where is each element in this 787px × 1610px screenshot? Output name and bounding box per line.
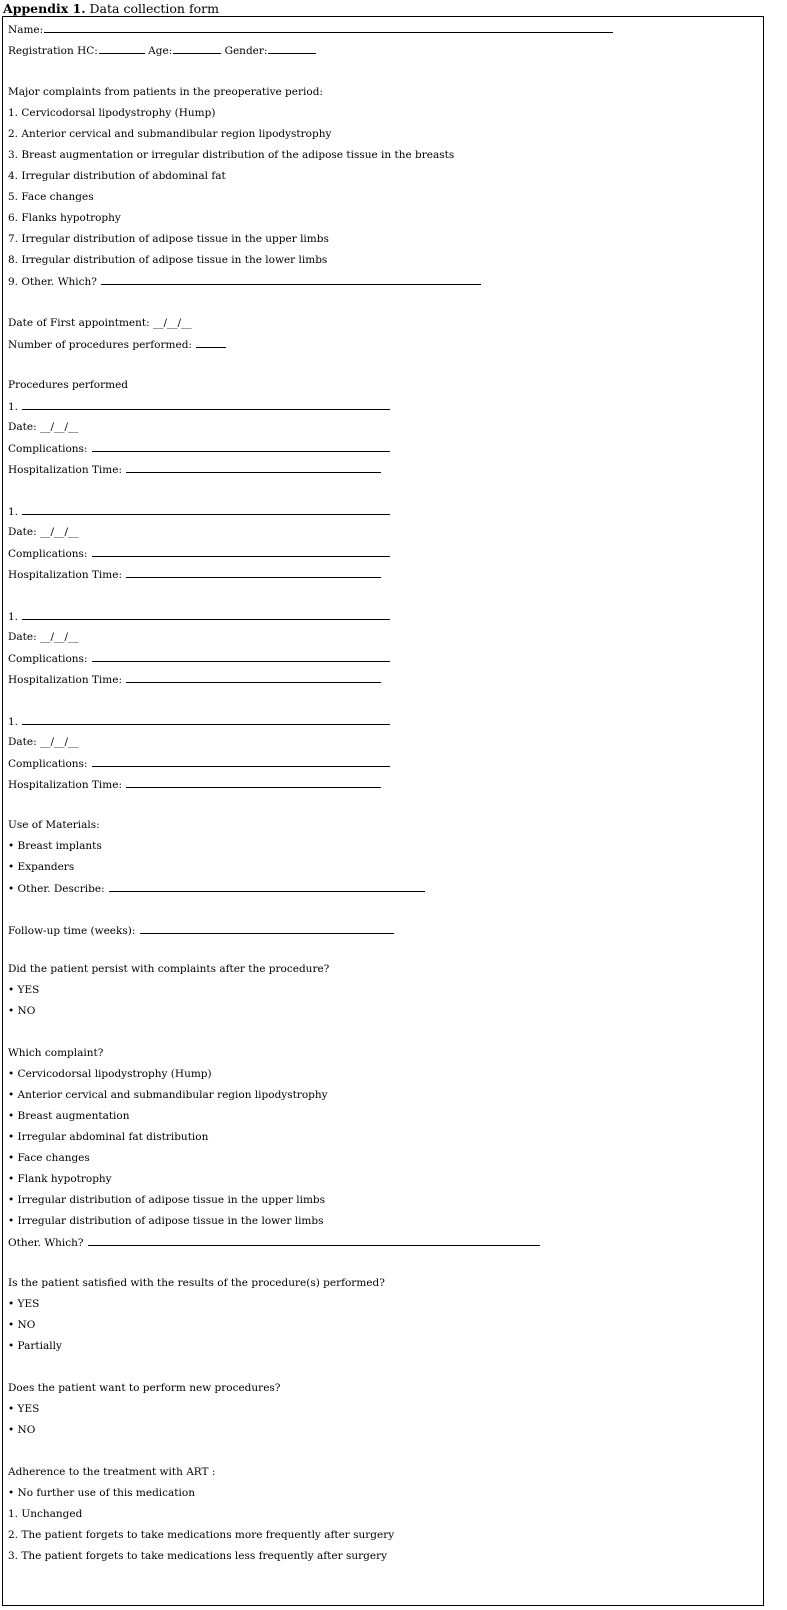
which-complaint-question: Which complaint?	[8, 1047, 104, 1059]
major-complaints-heading: Major complaints from patients in the preoperative period:	[8, 86, 323, 98]
procedure-2-complications[interactable]: Complications:	[8, 546, 390, 561]
art-adherence-heading: Adherence to the treatment with ART :	[8, 1466, 216, 1478]
procedure-4-hospitalization[interactable]: Hospitalization Time:	[8, 777, 381, 792]
procedure-1-hospitalization[interactable]: Hospitalization Time:	[8, 462, 381, 477]
major-complaint-7: 7. Irregular distribution of adipose tissue in the upper limbs	[8, 233, 329, 245]
major-complaint-3: 3. Breast augmentation or irregular distribution of the adipose tissue in the breasts	[8, 149, 455, 161]
appendix-label: Appendix 1.	[3, 1, 86, 16]
material-other[interactable]: • Other. Describe:	[8, 881, 425, 896]
persist-question: Did the patient persist with complaints after the procedure?	[8, 963, 330, 975]
form-title: Data collection form	[85, 1, 219, 16]
major-complaint-1: 1. Cervicodorsal lipodystrophy (Hump)	[8, 107, 216, 119]
new-procedures-no[interactable]: • NO	[8, 1424, 36, 1436]
which-complaint-5[interactable]: • Face changes	[8, 1152, 90, 1164]
procedure-3-hospitalization[interactable]: Hospitalization Time:	[8, 672, 381, 687]
which-complaint-1[interactable]: • Cervicodorsal lipodystrophy (Hump)	[8, 1068, 212, 1080]
major-complaint-8: 8. Irregular distribution of adipose tissue in the lower limbs	[8, 254, 328, 266]
follow-up-time[interactable]: Follow-up time (weeks):	[8, 923, 394, 938]
procedure-4-name[interactable]: 1.	[8, 714, 390, 729]
procedure-3-date[interactable]: Date: __/__/__	[8, 631, 79, 643]
material-breast-implants[interactable]: • Breast implants	[8, 840, 102, 852]
satisfied-yes[interactable]: • YES	[8, 1298, 40, 1310]
procedures-heading: Procedures performed	[8, 379, 129, 391]
major-complaint-5: 5. Face changes	[8, 191, 94, 203]
procedure-4-date[interactable]: Date: __/__/__	[8, 736, 79, 748]
which-complaint-4[interactable]: • Irregular abdominal fat distribution	[8, 1131, 209, 1143]
art-option-1[interactable]: 1. Unchanged	[8, 1508, 83, 1520]
procedure-2-date[interactable]: Date: __/__/__	[8, 526, 79, 538]
procedure-1-date[interactable]: Date: __/__/__	[8, 421, 79, 433]
procedure-4-complications[interactable]: Complications:	[8, 756, 390, 771]
procedure-2-name[interactable]: 1.	[8, 504, 390, 519]
which-complaint-other[interactable]: Other. Which?	[8, 1235, 540, 1250]
which-complaint-7[interactable]: • Irregular distribution of adipose tissue in the upper limbs	[8, 1194, 326, 1206]
appendix-title	[3, 1, 219, 16]
new-procedures-yes[interactable]: • YES	[8, 1403, 40, 1415]
which-complaint-2[interactable]: • Anterior cervical and submandibular region lipodystrophy	[8, 1089, 328, 1101]
which-complaint-3[interactable]: • Breast augmentation	[8, 1110, 130, 1122]
new-procedures-question: Does the patient want to perform new procedures?	[8, 1382, 281, 1394]
major-complaint-4: 4. Irregular distribution of abdominal fat	[8, 170, 226, 182]
registration-row[interactable]: Registration HC: Age: Gender:	[8, 43, 316, 58]
which-complaint-8[interactable]: • Irregular distribution of adipose tissue in the lower limbs	[8, 1215, 324, 1227]
major-complaint-6: 6. Flanks hypotrophy	[8, 212, 121, 224]
art-option-no-further-use[interactable]: • No further use of this medication	[8, 1487, 195, 1499]
procedure-1-name[interactable]: 1.	[8, 399, 390, 414]
material-expanders[interactable]: • Expanders	[8, 861, 75, 873]
number-of-procedures[interactable]: Number of procedures performed:	[8, 337, 226, 352]
satisfied-question: Is the patient satisfied with the results of the procedure(s) performed?	[8, 1277, 385, 1289]
persist-no[interactable]: • NO	[8, 1005, 36, 1017]
satisfied-no[interactable]: • NO	[8, 1319, 36, 1331]
name-field[interactable]: Name:	[8, 22, 613, 37]
materials-heading: Use of Materials:	[8, 819, 100, 831]
satisfied-partially[interactable]: • Partially	[8, 1340, 62, 1352]
major-complaint-2: 2. Anterior cervical and submandibular region lipodystrophy	[8, 128, 332, 140]
first-appointment-date[interactable]: Date of First appointment: __/__/__	[8, 317, 192, 329]
procedure-3-complications[interactable]: Complications:	[8, 651, 390, 666]
procedure-3-name[interactable]: 1.	[8, 609, 390, 624]
procedure-1-complications[interactable]: Complications:	[8, 441, 390, 456]
which-complaint-6[interactable]: • Flank hypotrophy	[8, 1173, 112, 1185]
major-complaint-other[interactable]: 9. Other. Which?	[8, 274, 481, 289]
art-option-3[interactable]: 3. The patient forgets to take medications less frequently after surgery	[8, 1550, 388, 1562]
procedure-2-hospitalization[interactable]: Hospitalization Time:	[8, 567, 381, 582]
art-option-2[interactable]: 2. The patient forgets to take medications more frequently after surgery	[8, 1529, 395, 1541]
persist-yes[interactable]: • YES	[8, 984, 40, 996]
